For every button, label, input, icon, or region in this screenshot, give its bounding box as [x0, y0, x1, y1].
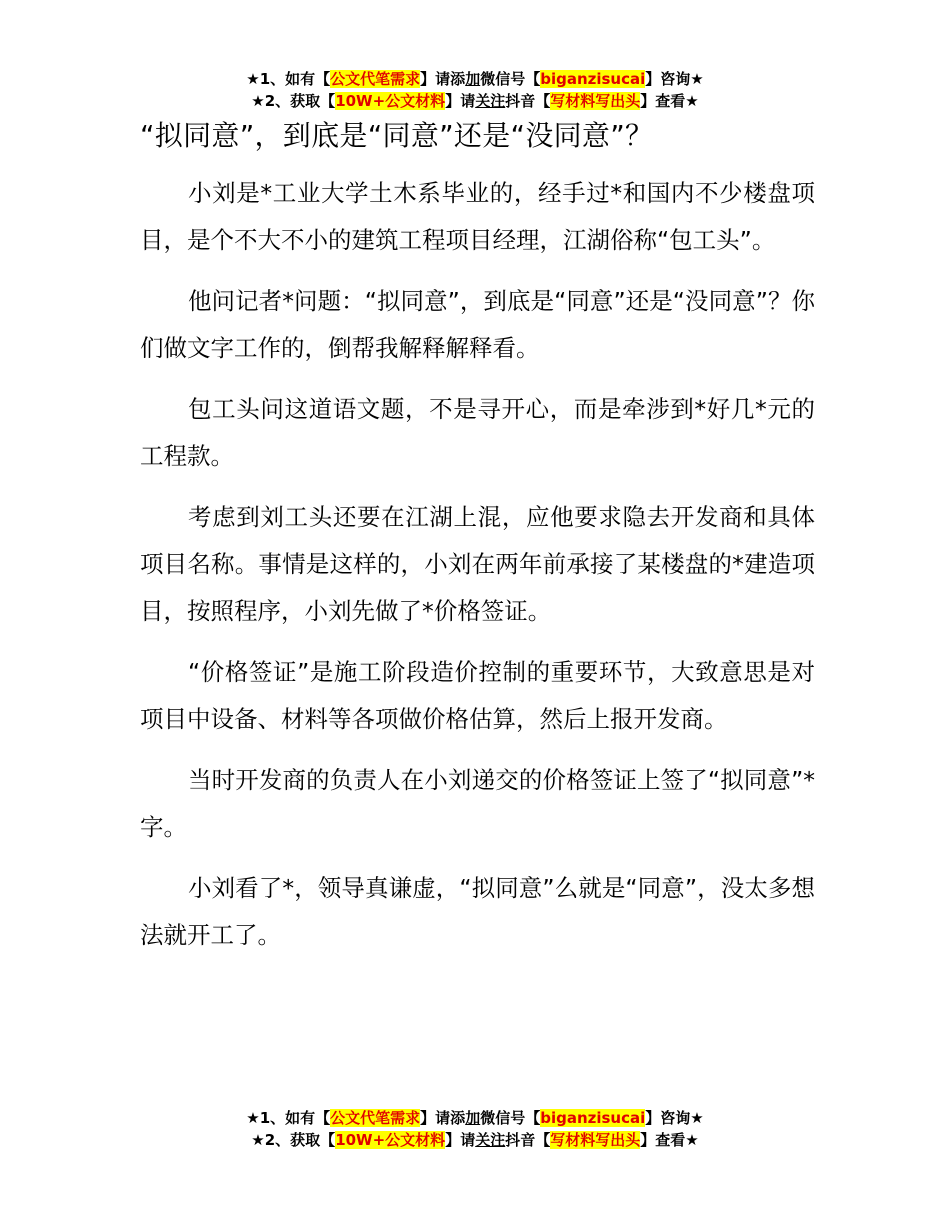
paragraph: 包工头问这道语文题，不是寻开心，而是牵涉到*好几*元的工程款。	[140, 395, 815, 470]
paragraph: 他问记者*问题：“拟同意”，到底是“同意”还是“没同意”？你们做文字工作的，倒帮我解释解释看。	[140, 287, 815, 362]
document-body	[140, 170, 815, 973]
promo-highlight: biganzisucai	[540, 1109, 646, 1127]
promo-highlight: 写材料写出头	[550, 92, 641, 110]
promo-text: 】咨询★	[645, 70, 704, 88]
promo-line-1	[0, 1107, 950, 1129]
promo-text: 微信号【	[480, 1109, 541, 1127]
promo-text: 】咨询★	[645, 1109, 704, 1127]
promo-highlight: 写材料写出头	[550, 1131, 641, 1149]
promo-text: 抖音【	[505, 92, 551, 110]
promo-banner-bottom	[0, 1107, 950, 1151]
promo-text: 】查看★	[640, 92, 699, 110]
promo-highlight: 10W+公文材料	[335, 92, 446, 110]
paragraph: 考虑到刘工头还要在江湖上混，应他要求隐去开发商和具体项目名称。事情是这样的，小刘在两年前承接了某楼盘的*建造项目，按照程序，小刘先做了*价格签证。	[140, 503, 815, 625]
promo-banner-top	[0, 68, 950, 112]
promo-text: 】请	[445, 92, 476, 110]
promo-underline: 关注	[475, 92, 506, 110]
promo-text: 】请添	[420, 70, 466, 88]
promo-highlight: 10W+公文材料	[335, 1131, 446, 1149]
promo-underline: 加	[465, 70, 481, 88]
promo-underline: 加	[465, 1109, 481, 1127]
promo-highlight: 公文代笔需求	[330, 1109, 421, 1127]
promo-text: 】请	[445, 1131, 476, 1149]
promo-highlight: biganzisucai	[540, 70, 646, 88]
paragraph: 小刘看了*，领导真谦虚，“拟同意”么就是“同意”，没太多想法就开工了。	[140, 874, 815, 949]
promo-text: 】请添	[420, 1109, 466, 1127]
promo-line-2	[0, 90, 950, 112]
promo-line-1	[0, 68, 950, 90]
promo-text: ★2、获取【	[251, 92, 336, 110]
paragraph: “价格签证”是施工阶段造价控制的重要环节，大致意思是对项目中设备、材料等各项做价格估算，然后上报开发商。	[140, 658, 815, 733]
promo-underline: 关注	[475, 1131, 506, 1149]
paragraph: 当时开发商的负责人在小刘递交的价格签证上签了“拟同意”*字。	[140, 766, 815, 841]
promo-text: ★2、获取【	[251, 1131, 336, 1149]
promo-text: 抖音【	[505, 1131, 551, 1149]
paragraph: 小刘是*工业大学土木系毕业的，经手过*和国内不少楼盘项目，是个不大不小的建筑工程项目经理，江湖俗称“包工头”。	[140, 179, 815, 254]
promo-text: ★1、如有【	[246, 1109, 331, 1127]
promo-text: 微信号【	[480, 70, 541, 88]
promo-line-2	[0, 1129, 950, 1151]
promo-text: ★1、如有【	[246, 70, 331, 88]
document-title: “拟同意”，到底是“同意”还是“没同意”？	[140, 119, 654, 152]
promo-highlight: 公文代笔需求	[330, 70, 421, 88]
promo-text: 】查看★	[640, 1131, 699, 1149]
